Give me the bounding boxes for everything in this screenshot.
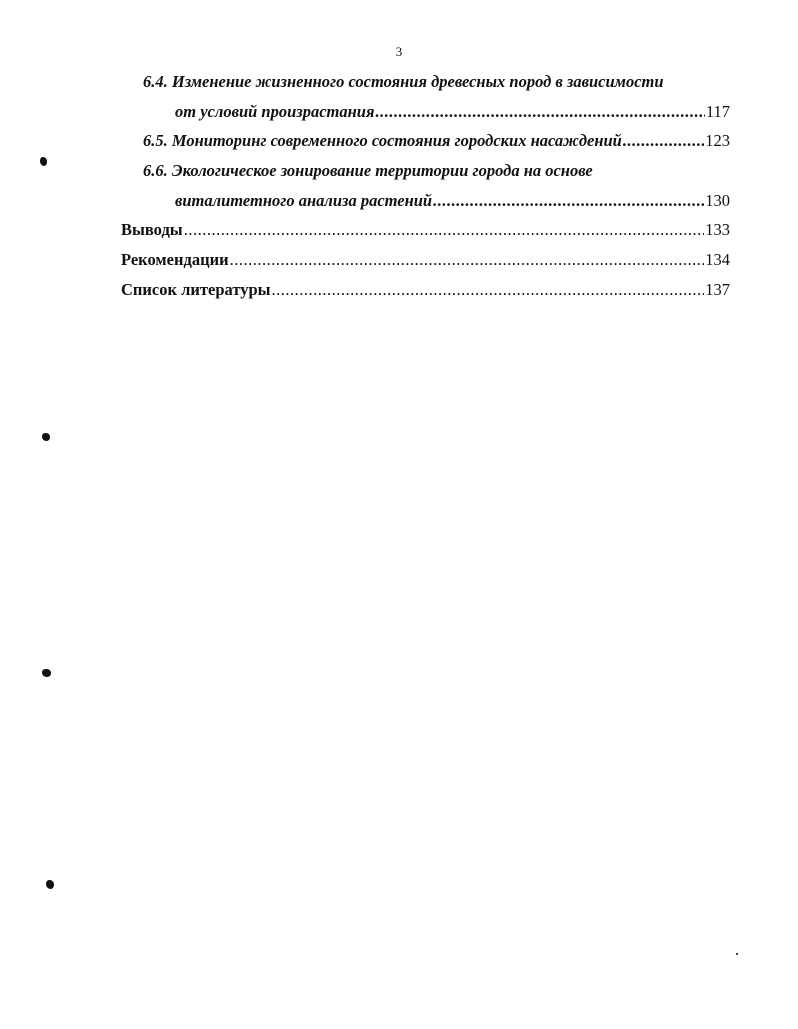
- toc-leader-dots: [184, 218, 705, 242]
- toc-leader-dots: [272, 278, 705, 302]
- scan-artifact-dot: [736, 953, 738, 955]
- scan-artifact-mark: [42, 433, 50, 441]
- toc-entry-6-4-line1: [143, 70, 664, 94]
- toc-leader-dots: [375, 100, 704, 124]
- toc-entry-references[interactable]: [121, 278, 730, 302]
- toc-entry-title: Изменение жизненного состояния древесных пород в зависимости: [171, 72, 664, 91]
- toc-entry-title: [143, 129, 622, 153]
- toc-entry-6-5[interactable]: [143, 129, 730, 153]
- toc-entry-title: Список литературы: [121, 280, 271, 299]
- toc-entry-page: 133: [705, 220, 730, 239]
- toc-entry-number: 6.6.: [143, 161, 168, 180]
- scan-artifact-mark: [46, 880, 54, 889]
- toc-entry-6-4-line2[interactable]: [175, 100, 730, 124]
- toc-entry-recommendations[interactable]: [121, 248, 730, 272]
- toc-entry-page: 137: [705, 280, 730, 299]
- toc-entry-title: Рекомендации: [121, 250, 229, 269]
- toc-entry-page: 117: [705, 102, 730, 121]
- toc-entry-title: Выводы: [121, 220, 183, 239]
- scan-artifact-mark: [40, 157, 47, 166]
- toc-leader-dots: [623, 129, 704, 153]
- toc-entry-6-6-line1: [143, 159, 593, 183]
- toc-entry-title-text: Мониторинг современного состояния городских насаждений: [171, 131, 622, 150]
- page-number: 3: [395, 44, 403, 59]
- toc-entry-number: 6.5.: [143, 131, 168, 150]
- toc-entry-page: 130: [705, 191, 730, 210]
- toc-leader-dots: [433, 189, 704, 213]
- toc-entry-6-6-line2[interactable]: [175, 189, 730, 213]
- toc-entry-page: 123: [705, 131, 730, 150]
- toc-entry-title: Экологическое зонирование территории города на основе: [171, 161, 593, 180]
- scan-artifact-mark: [42, 669, 51, 677]
- toc-entry-conclusions[interactable]: [121, 218, 730, 242]
- toc-entry-title-cont: виталитетного анализа растений: [175, 191, 433, 210]
- toc-leader-dots: [230, 248, 705, 272]
- toc-entry-page: 134: [705, 250, 730, 269]
- toc-entry-title-cont: от условий произрастания: [175, 102, 375, 121]
- toc-entry-number: 6.4.: [143, 72, 168, 91]
